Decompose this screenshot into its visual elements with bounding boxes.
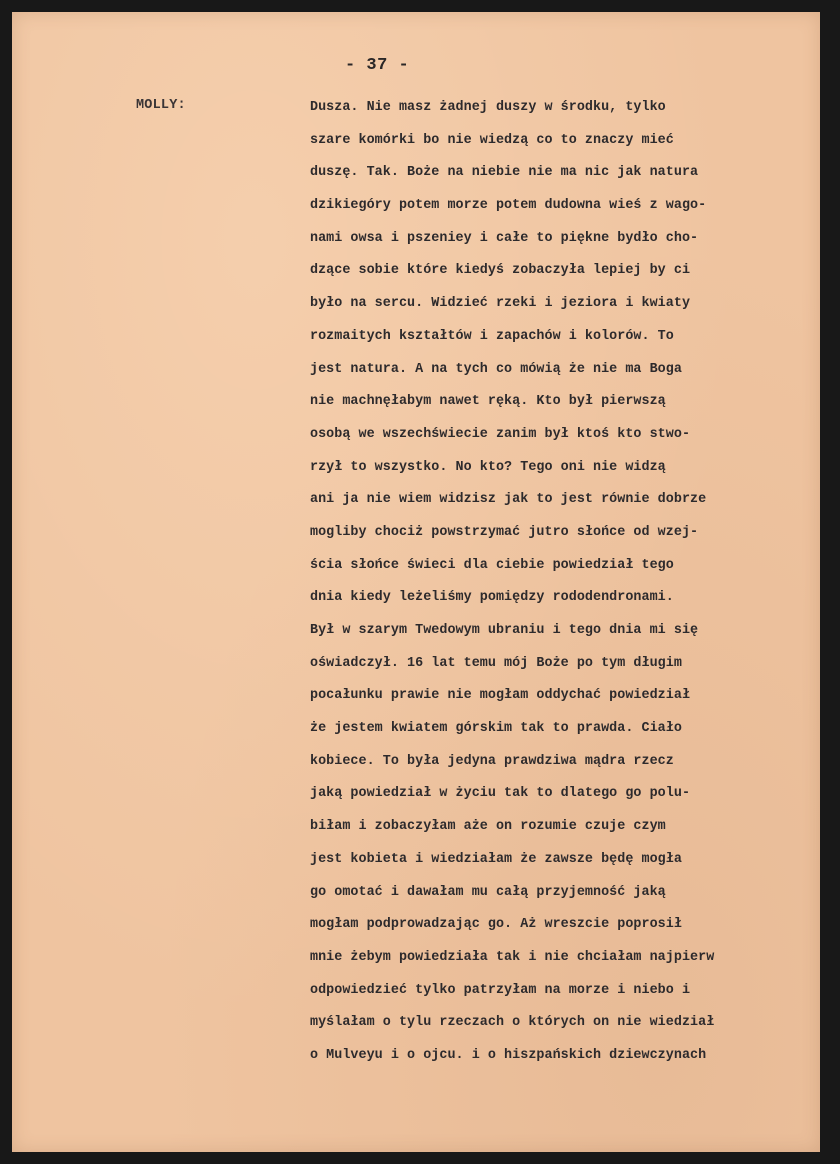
text-line: nami owsa i pszeniey i całe to piękne bydło cho- xyxy=(310,230,699,246)
text-line: było na sercu. Widzieć rzeki i jeziora i kwiaty xyxy=(310,296,691,312)
text-line: że jestem kwiatem górskim tak to prawda. Ciało xyxy=(310,721,682,737)
dialogue-text xyxy=(310,96,815,1077)
text-line: mnie żebym powiedziała tak i nie chciałam najpierw xyxy=(310,949,715,965)
text-line: duszę. Tak. Boże na niebie nie ma nic jak natura xyxy=(310,165,699,181)
text-line: pocałunku prawie nie mogłam oddychać powiedział xyxy=(310,688,691,704)
text-line: szare komórki bo nie wiedzą co to znaczy mieć xyxy=(310,132,674,148)
text-line: nie machnęłabym nawet ręką. Kto był pierwszą xyxy=(310,394,666,410)
text-line: myślałam o tylu rzeczach o których on nie wiedział xyxy=(310,1015,715,1031)
text-line: jest kobieta i wiedziałam że zawsze będę mogła xyxy=(310,851,682,867)
text-line: rzył to wszystko. No kto? Tego oni nie widzą xyxy=(310,459,666,475)
page-number: - 37 - xyxy=(345,56,410,75)
text-line: Dusza. Nie masz żadnej duszy w środku, tylko xyxy=(310,100,666,115)
text-line: ścia słońce świeci dla ciebie powiedział tego xyxy=(310,557,674,573)
text-line: Był w szarym Twedowym ubraniu i tego dnia mi się xyxy=(310,623,699,638)
text-line: dzące sobie które kiedyś zobaczyła lepiej by ci xyxy=(310,263,691,279)
text-line: osobą we wszechświecie zanim był ktoś kto stwo- xyxy=(310,426,691,442)
text-line: dnia kiedy leżeliśmy pomiędzy rododendronami. xyxy=(310,590,674,606)
text-line: o Mulveyu i o ojcu. i o hiszpańskich dziewczynach xyxy=(310,1047,707,1063)
text-line: odpowiedzieć tylko patrzyłam na morze i niebo i xyxy=(310,982,691,998)
speaker-label: MOLLY: xyxy=(136,98,186,113)
text-line: mogliby chociż powstrzymać jutro słońce od wzej- xyxy=(310,524,699,540)
text-line: go omotać i dawałam mu całą przyjemność jaką xyxy=(310,884,666,900)
text-line: jest natura. A na tych co mówią że nie ma Boga xyxy=(310,361,682,377)
text-line: rozmaitych kształtów i zapachów i kolorów. To xyxy=(310,328,674,344)
text-line: biłam i zobaczyłam aże on rozumie czuje czym xyxy=(310,819,666,835)
text-line: oświadczył. 16 lat temu mój Boże po tym długim xyxy=(310,655,682,671)
text-line: dzikiegóry potem morze potem dudowna wieś z wago- xyxy=(310,198,707,214)
text-line: kobiece. To była jedyna prawdziwa mądra rzecz xyxy=(310,753,674,769)
text-line: mogłam podprowadzając go. Aż wreszcie poprosił xyxy=(310,917,682,933)
text-line: ani ja nie wiem widzisz jak to jest równie dobrze xyxy=(310,492,707,508)
text-line: jaką powiedział w życiu tak to dlatego go polu- xyxy=(310,786,691,802)
